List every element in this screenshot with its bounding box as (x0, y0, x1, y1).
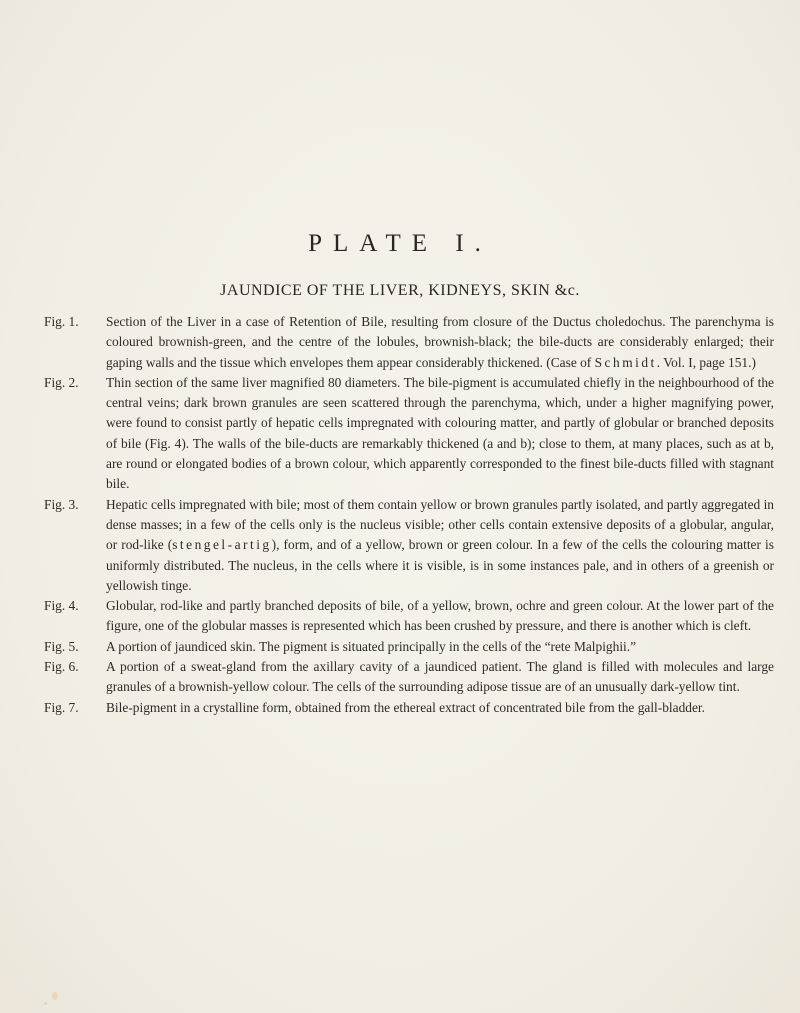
figure-label: Fig. 4. (44, 598, 79, 614)
figure-text-part: ), form, and of a yellow, brown or green colour. In a few of the cells the colouring matter is uniformly distributed. The nucleus, in the cells where it is visible, is in some instances pale, and in others of a greenish or yellowish tinge. (106, 537, 774, 593)
figure-text-part: Hepatic cells impregnated with bile; most of them contain yellow or brown granules partly isolated, and partly aggregated in dense masses; in a few of the cells only is the nucleus visible; other cells contain extensive deposits of a globular, angular, or rod-like ( (106, 496, 774, 553)
figure-description: A portion of a sweat-gland from the axillary cavity of a jaundiced patient. The gland is filled with molecules and large granules of a brownish-yellow colour. The cells of the surrounding adipose tissue are of an unusually dark-yellow tint. (106, 659, 774, 695)
figure-entry-6 (44, 657, 774, 698)
figure-entry-5 (44, 637, 774, 657)
figure-label: Fig. 2. (44, 374, 79, 390)
figure-entry-4 (44, 596, 774, 637)
figure-description (106, 312, 774, 373)
figure-label: Fig. 1. (44, 314, 79, 329)
figure-entry-1 (44, 312, 774, 373)
plate-subtitle: JAUNDICE OF THE LIVER, KIDNEYS, SKIN &c. (220, 282, 580, 299)
figure-description (106, 495, 774, 596)
figure-description: Bile-pigment in a crystalline form, obtained from the ethereal extract of concentrated bile from the gall-bladder. (106, 699, 705, 715)
paper-speck (44, 1002, 47, 1005)
paper-speck (52, 992, 58, 1000)
author-name: Schmidt (594, 354, 657, 370)
figure-text-part: . Vol. I, page 151.) (656, 354, 756, 370)
figure-entry-7 (44, 698, 774, 718)
figure-text-part: Section of the Liver in a case of Retention of Bile, resulting from closure of the Ductus choledochus. The parenchyma is coloured brownish-green, and the centre of the lobules, brownish-black; the bile-ducts are considerably enlarged; their gaping walls and the tissue which envelopes them appear considerably thickened. (Case of (106, 314, 774, 370)
figure-entry-2 (44, 373, 774, 495)
figure-entry-3 (44, 495, 774, 596)
figure-label: Fig. 6. (44, 659, 79, 675)
figure-descriptions (44, 312, 774, 718)
figure-label: Fig. 7. (44, 699, 79, 715)
figure-label: Fig. 3. (44, 496, 79, 512)
figure-description: A portion of jaundiced skin. The pigment is situated principally in the cells of the “rete Malpighii.” (106, 638, 637, 654)
figure-description: Thin section of the same liver magnified 80 diameters. The bile-pigment is accumulated chiefly in the neighbourhood of the central veins; dark brown granules are seen scattered through the parenchyma, which, under a higher magnifying power, were found to consist partly of hepatic cells impregnated with colouring matter, and partly of globular or branched deposits of bile (Fig. 4). The walls of the bile-ducts are remarkably thickened (a and b); close to them, at many places, such as at b, are round or elongated bodies of a brown colour, which apparently corresponded to the finest bile-ducts filled with stagnant bile. (106, 374, 774, 492)
german-term: stengel-artig (172, 537, 272, 553)
figure-label: Fig. 5. (44, 638, 79, 654)
figure-description: Globular, rod-like and partly branched deposits of bile, of a yellow, brown, ochre and green colour. At the lower part of the figure, one of the globular masses is represented which has been crushed by pressure, and there is another which is cleft. (106, 598, 774, 634)
plate-title: PLATE I. (308, 230, 492, 257)
